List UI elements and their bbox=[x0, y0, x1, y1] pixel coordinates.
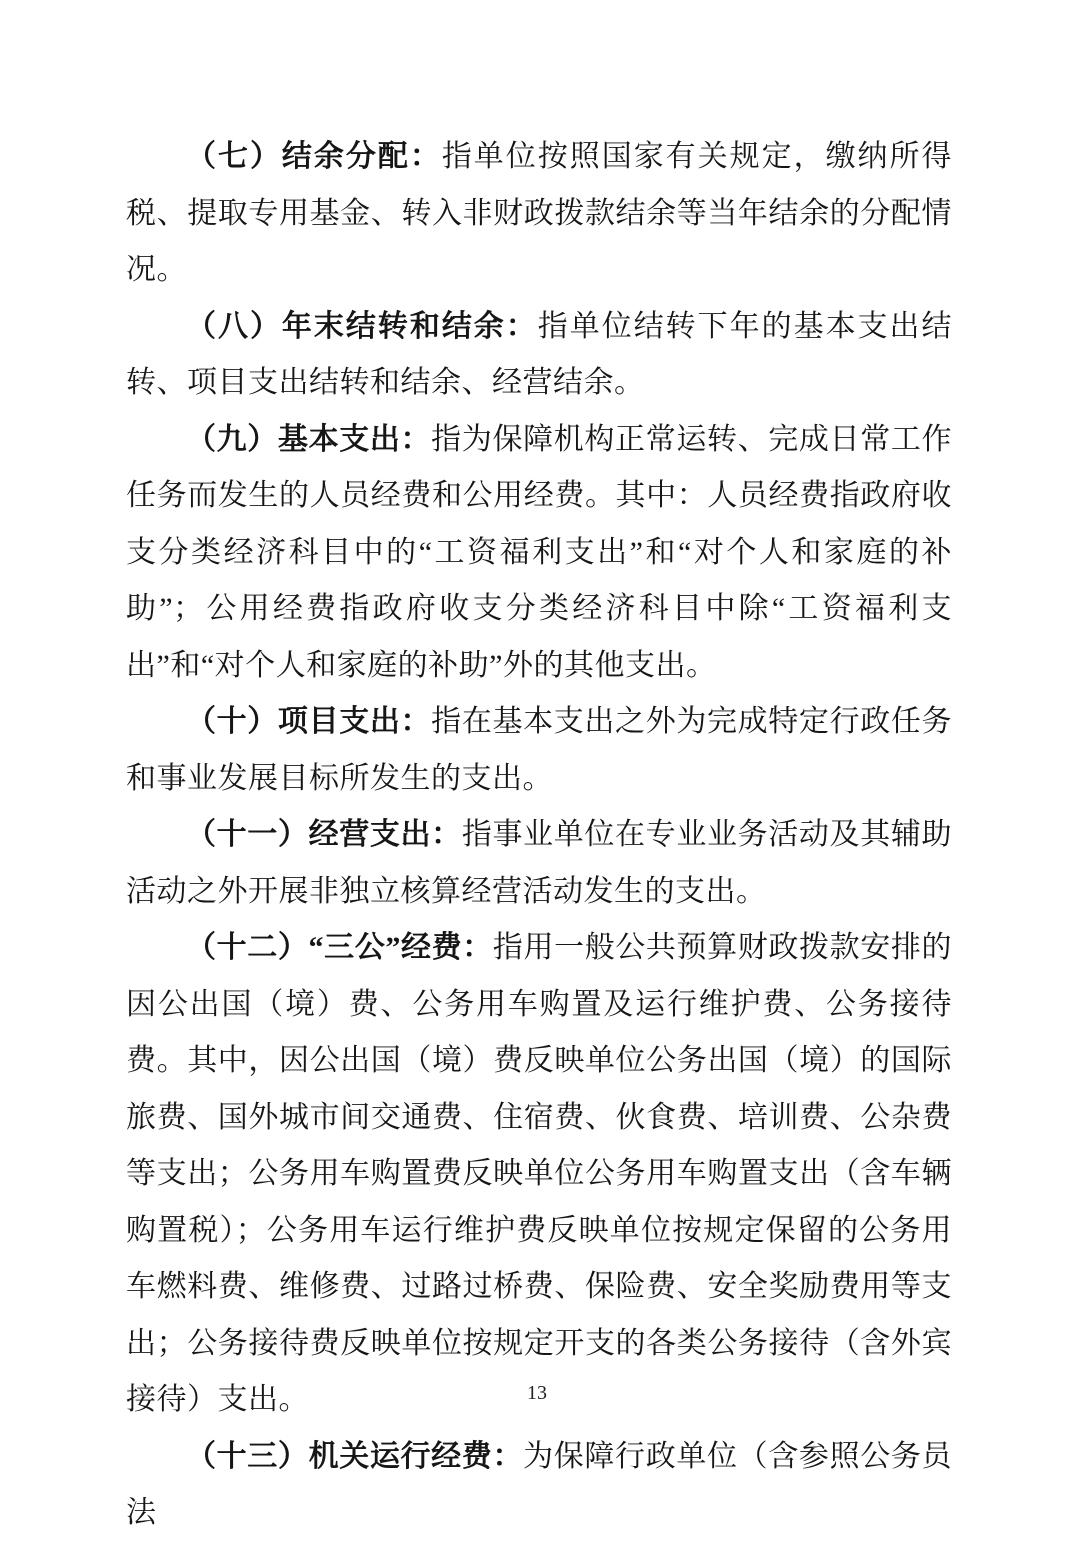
paragraph-text: 指单位按照国家有关规定，缴纳所得税、提取专用基金、转入非财政拨款结余等当年结余的分配情况。 bbox=[126, 140, 953, 286]
term-label: （十）项目支出： bbox=[186, 705, 432, 738]
paragraph-text: 为保障行政单位（含参照公务员法 bbox=[126, 1439, 953, 1529]
term-label: （十一）经营支出： bbox=[186, 818, 462, 851]
term-label: （十三）机关运行经费： bbox=[186, 1439, 524, 1473]
paragraph-text: 指用一般公共预算财政拨款安排的因公出国（境）费、公务用车购置及运行维护费、公务接待费。其中，因公出国（境）费反映单位公务出国（境）的国际旅费、国外城市间交通费、住宿费、伙食费、培训费、公杂费等支出；公务用车购置费反映单位公务用车购置支出（含车辆购置税）；公务用车运行维护费反映单位按规定保留的公务用车燃料费、维修费、过路过桥费、保险费、安全奖励费用等支出；公务接待费反映单位按规定开支的各类公务接待（含外宾接待）支出。 bbox=[126, 931, 953, 1416]
paragraph-text: 指单位结转下年的基本支出结转、项目支出结转和结余、经营结余。 bbox=[126, 309, 953, 399]
page-number: 13 bbox=[527, 1382, 547, 1404]
term-label: （九）基本支出： bbox=[186, 422, 432, 456]
paragraph-8 bbox=[126, 299, 952, 412]
paragraph-text: 指事业单位在专业业务活动及其辅助活动之外开展非独立核算经营活动发生的支出。 bbox=[126, 818, 952, 908]
term-label: （十二）“三公”经费： bbox=[186, 931, 493, 964]
paragraph-13 bbox=[126, 1429, 952, 1542]
term-label: （八）年末结转和结余： bbox=[186, 309, 538, 343]
paragraph-12 bbox=[126, 920, 952, 1429]
paragraph-7 bbox=[126, 129, 952, 299]
paragraph-text: 指为保障机构正常运转、完成日常工作任务而发生的人员经费和公用经费。其中：人员经费指政府收支分类经济科目中的“工资福利支出”和“对个人和家庭的补助”；公用经费指政府收支分类经济科目中除“工资福利支出”和“对个人和家庭的补助”外的其他支出。 bbox=[126, 422, 953, 682]
document-body bbox=[126, 129, 952, 1542]
paragraph-9 bbox=[126, 412, 952, 695]
paragraph-10 bbox=[126, 694, 952, 807]
paragraph-11 bbox=[126, 807, 952, 920]
paragraph-text: 指在基本支出之外为完成特定行政任务和事业发展目标所发生的支出。 bbox=[126, 705, 953, 795]
term-label: （七）结余分配： bbox=[186, 140, 442, 173]
